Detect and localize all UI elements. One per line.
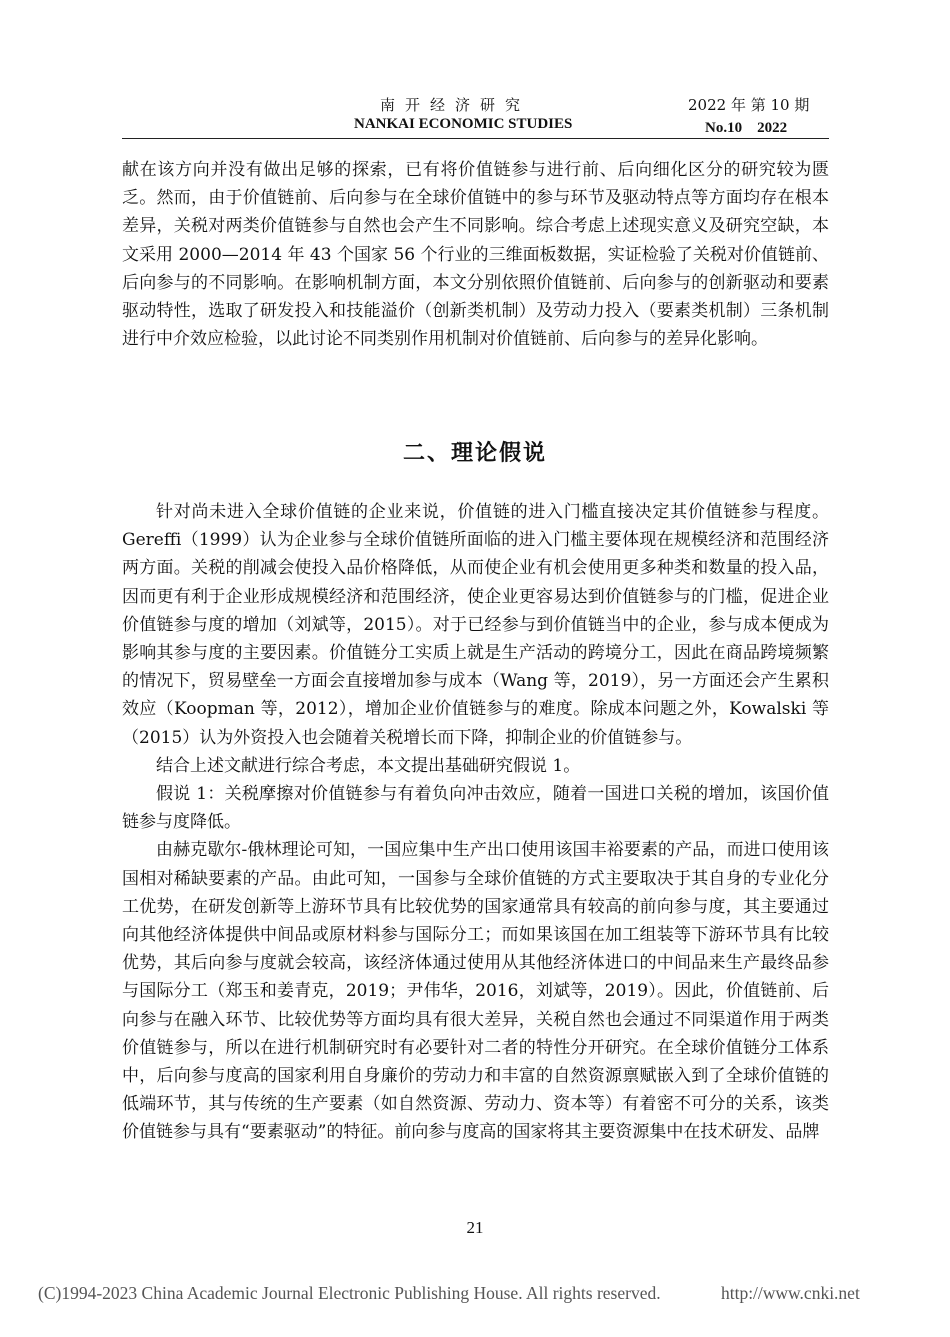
body-paragraph: 结合上述文献进行综合考虑，本文提出基础研究假说 1。 <box>156 755 581 776</box>
body-paragraph: 由赫克歇尔-俄林理论可知，一国应集中生产出口使用该国丰裕要素的产品，而进口使用该国相对稀缺要素的产品。由此可知，一国参与全球价值链的方式主要取决于其自身的专业化分工优势，在研发创新等上游环节具有比较优势的国家通常具有较高的前向参与度，其主要通过向其他经济体提供中间品或原材料参与国际分工；而如果该国在加工组装等下游环节具有比较优势，其后向参与度就会较高，该经济体通过使用从其他经济体进口的中间品来生产最终品参与国际分工（郑玉和姜青克，2019；尹伟华，2016，刘斌等，2019）。因此，价值链前、后向参与在融入环节、比较优势等方面均具有很大差异，关税自然也会通过不同渠道作用于两类价值链参与，所以在进行机制研究时有必要针对二者的特性分开研究。在全球价值链分工体系中，后向参与度高的国家利用自身廉价的劳动力和丰富的自然资源禀赋嵌入到了全球价值链的低端环节，其与传统的生产要素（如自然资源、劳动力、资本等）有着密不可分的关系，该类价值链参与具有“要素驱动”的特征。前向参与度高的国家将其主要资源集中在技术研发、品牌 <box>122 840 829 1143</box>
running-head <box>0 94 950 138</box>
hypothesis-paragraph: 假说 1：关税摩擦对价值链参与有着负向冲击效应，随着一国进口关税的增加，该国价值链参与度降低。 <box>122 784 829 833</box>
section-title: 二、理论假说 <box>402 440 547 466</box>
page-number: 21 <box>466 1218 484 1237</box>
continued-paragraph: 献在该方向并没有做出足够的探索，已有将价值链参与进行前、后向细化区分的研究较为匮乏。然而，由于价值链前、后向参与在全球价值链中的参与环节及驱动特点等方面均存在根本差异，关税对两类价值链参与自然也会产生不同影响。综合考虑上述现实意义及研究空缺，本文采用 2000—2014 年 43 个国家 56 个行业的三维面板数据，实证检验了关税对价值链前、后向参与的不同影响。在影响机制方面，本文分别依照价值链前、后向参与的创新驱动和要素驱动特性，选取了研发投入和技能溢价（创新类机制）及劳动力投入（要素类机制）三条机制进行中介效应检验，以此讨论不同类别作用机制对价值链前、后向参与的差异化影响。 <box>122 160 829 350</box>
issue-info-en: No.10 2022 <box>705 120 788 136</box>
issue-info-cn: 2022 年 第 10 期 <box>688 96 810 114</box>
header-divider <box>122 138 829 139</box>
journal-name-en: NANKAI ECONOMIC STUDIES <box>354 116 573 132</box>
section-body <box>122 498 829 1147</box>
continued-paragraph-block <box>122 156 829 353</box>
journal-name-cn: 南开经济研究 <box>380 96 531 114</box>
copyright-text: (C)1994-2023 China Academic Journal Electronic Publishing House. All rights reserved. <box>38 1283 661 1303</box>
body-paragraph: 针对尚未进入全球价值链的企业来说，价值链的进入门槛直接决定其价值链参与程度。Gereffi（1999）认为企业参与全球价值链所面临的进入门槛主要体现在规模经济和范围经济两方面。关税的削减会使投入品价格降低，从而使企业有机会使用更多种类和数量的投入品，因而更有利于企业形成规模经济和范围经济，使企业更容易达到价值链参与的门槛，促进企业价值链参与度的增加（刘斌等，2015）。对于已经参与到价值链当中的企业，参与成本便成为影响其参与度的主要因素。价值链分工实质上就是生产活动的跨境分工，因此在商品跨境频繁的情况下，贸易壁垒一方面会直接增加参与成本（Wang 等，2019），另一方面还会产生累积效应（Koopman 等，2012），增加企业价值链参与的难度。除成本问题之外，Kowalski 等（2015）认为外资投入也会随着关税增长而下降，抑制企业的价值链参与。 <box>122 502 829 748</box>
website-link[interactable]: http://www.cnki.net <box>720 1283 860 1303</box>
copyright-footer <box>38 1283 860 1304</box>
